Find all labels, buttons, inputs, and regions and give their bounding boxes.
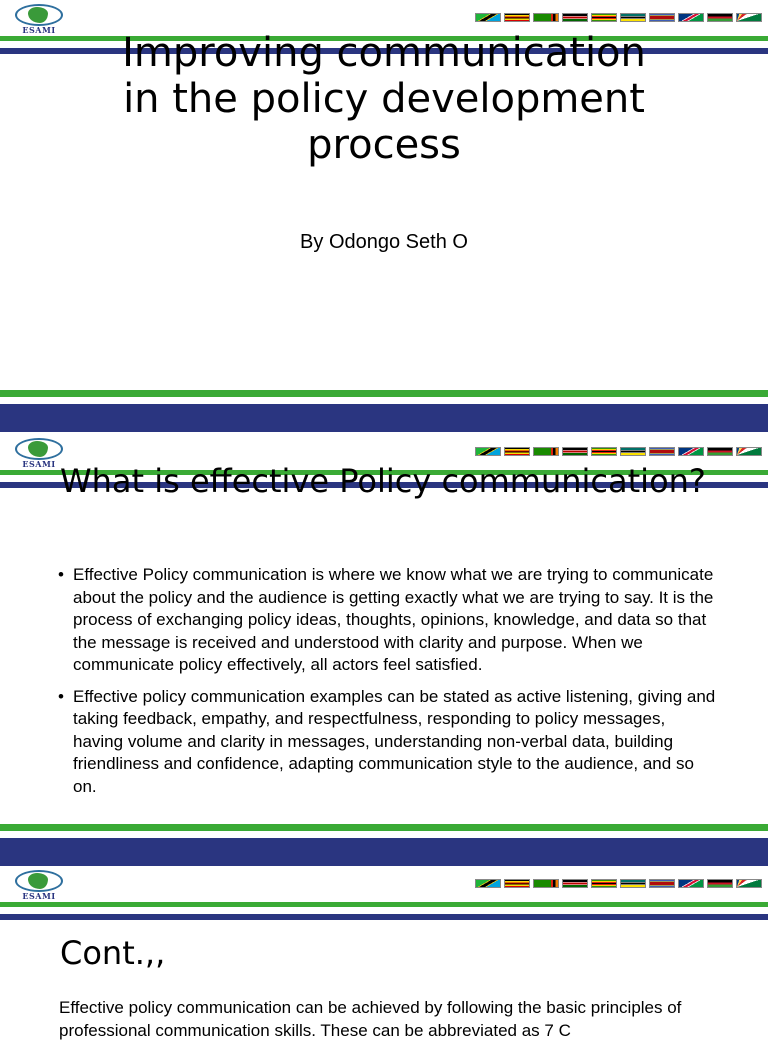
zimbabwe-flag xyxy=(591,879,617,888)
namibia-flag xyxy=(678,447,704,456)
uganda-flag xyxy=(504,13,530,22)
malawi-flag xyxy=(707,13,733,22)
eswatini-flag xyxy=(649,879,675,888)
namibia-flag xyxy=(678,879,704,888)
body-paragraph: Effective policy communication can be achieved by following the basic principles of professional communication skills. These can be abbreviated as 7 C xyxy=(59,998,682,1040)
zimbabwe-flag xyxy=(591,13,617,22)
zambia-flag xyxy=(533,879,559,888)
zambia-flag xyxy=(533,13,559,22)
malawi-flag xyxy=(707,447,733,456)
esami-logo xyxy=(12,438,66,468)
seychelles-flag xyxy=(736,447,762,456)
kenya-flag xyxy=(562,13,588,22)
namibia-flag xyxy=(678,13,704,22)
logo-text: ESAMI xyxy=(22,459,56,469)
logo-text: ESAMI xyxy=(22,891,56,901)
slide-title-text: Improving communication in the policy development process xyxy=(122,30,646,168)
bullet-item: • Effective policy communication examples can be stated as active listening, giving and taking feedback, empathy, and respectfulness, responding to policy messages, having volume and clarity in messages, understanding non-verbal data, building friendliness and confidence, adapting communication style to the audience, and so on. xyxy=(58,686,718,799)
eswatini-flag xyxy=(649,447,675,456)
flag-strip xyxy=(475,13,762,22)
tanzania-flag xyxy=(475,879,501,888)
slide-heading: Cont.,, xyxy=(60,934,166,972)
slide-title xyxy=(0,0,768,434)
flag-strip xyxy=(475,879,762,888)
esami-logo xyxy=(12,870,66,900)
uganda-flag xyxy=(504,447,530,456)
tanzania-flag xyxy=(475,447,501,456)
slide-continued xyxy=(0,866,768,1040)
kenya-flag xyxy=(562,879,588,888)
slide-definition xyxy=(0,434,768,866)
seychelles-flag xyxy=(736,879,762,888)
slide-subtitle: By Odongo Seth O xyxy=(300,231,468,253)
zimbabwe-flag xyxy=(591,447,617,456)
mozambique-flag xyxy=(620,13,646,22)
mozambique-flag xyxy=(620,879,646,888)
header-green-line xyxy=(0,902,768,907)
bullet-list xyxy=(58,564,718,807)
tanzania-flag xyxy=(475,13,501,22)
bullet-item: • Effective Policy communication is where we know what we are trying to communicate about the policy and the audience is getting exactly what we are trying to say. It is the process of exchanging policy ideas, thoughts, opinions, knowledge, and data so that the message is received and understood with clarity and purpose. When we communicate policy effectively, all actors feel satisfied. xyxy=(58,564,718,677)
zambia-flag xyxy=(533,447,559,456)
footer-navy-band xyxy=(0,838,768,866)
footer-green-line xyxy=(0,390,768,397)
malawi-flag xyxy=(707,879,733,888)
footer-green-line xyxy=(0,824,768,831)
kenya-flag xyxy=(562,447,588,456)
mozambique-flag xyxy=(620,447,646,456)
header-navy-line xyxy=(0,914,768,920)
eswatini-flag xyxy=(649,13,675,22)
logo-text: ESAMI xyxy=(22,25,56,35)
slide-heading: What is effective Policy communication? xyxy=(60,462,706,500)
footer-navy-band xyxy=(0,404,768,432)
seychelles-flag xyxy=(736,13,762,22)
esami-logo xyxy=(12,4,66,34)
uganda-flag xyxy=(504,879,530,888)
flag-strip xyxy=(475,447,762,456)
